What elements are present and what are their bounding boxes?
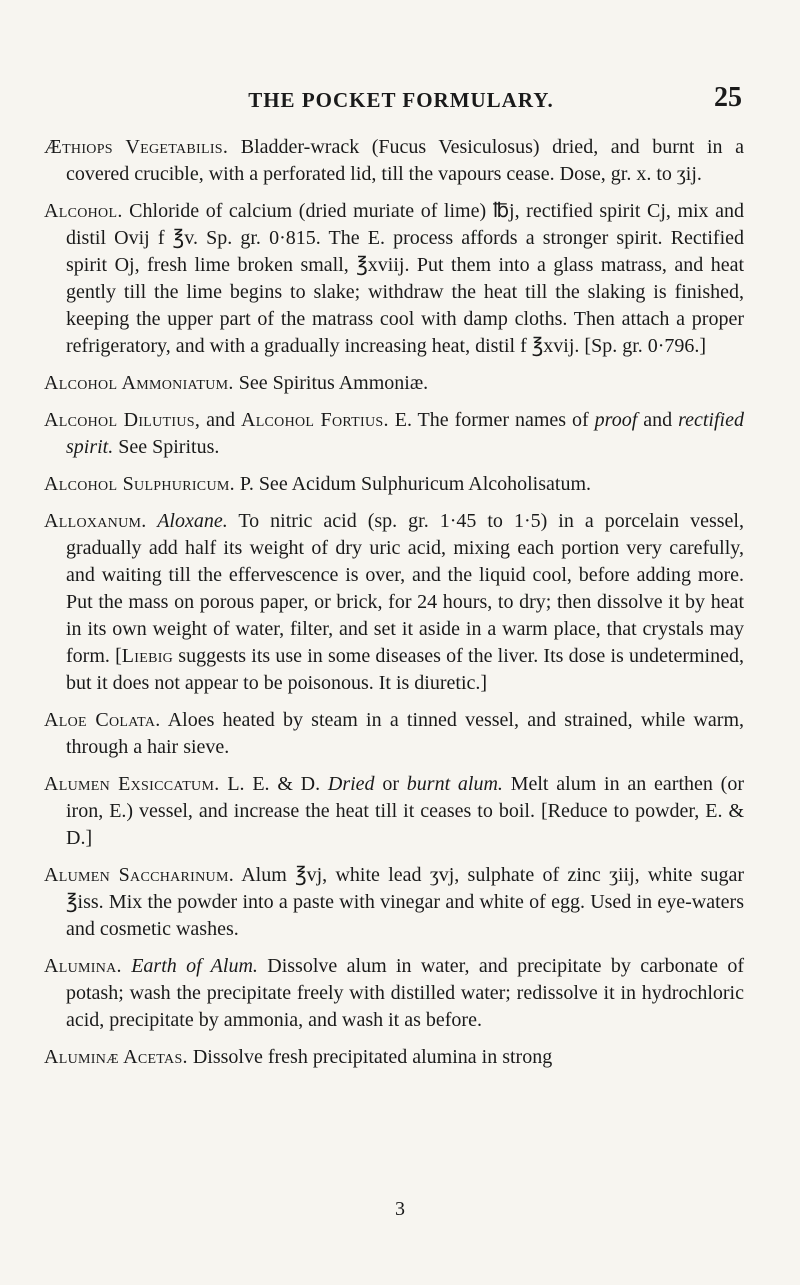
entry-text: Dissolve alum in water, and precipitate by carbonate of potash; wash the precipitate freely with distilled water; redissolve it in hydrochloric acid, precipitate by ammonia, and wash it as before. [66,955,744,1031]
entry-headword: Aluminæ Acetas. [44,1046,188,1068]
entry-headword: Alloxanum. [44,510,147,532]
entry-text: suggests its use in some diseases of the liver. Its dose is undetermined, but it does not appear to be poisonous. It is diuretic.] [66,645,744,694]
entry-headword: Æthiops Vegetabilis. [44,136,229,158]
entry-alcohol-dilutius [44,407,744,461]
entry-aethiops [44,134,744,188]
entry-alumen-saccharinum [44,862,744,943]
entry-text: and [200,409,241,431]
running-title: THE POCKET FORMULARY. [248,88,554,112]
entry-alumina [44,953,744,1034]
entry-text: See Spiritus. [113,436,220,458]
running-header [60,82,742,122]
entry-text: Alum ℥vj, white lead ʒvj, sulphate of zinc ʒiij, white sugar ℥iss. Mix the powder into a paste with vinegar and white of egg. Used in eye-waters and cosmetic washes. [66,864,744,940]
entry-headword: Alumina. [44,955,122,977]
entry-italic: burnt alum. [406,773,503,795]
entry-alcohol-ammoniatum [44,370,744,397]
entry-headword: Alumen Saccharinum. [44,864,235,886]
entry-text: See Spiritus Ammoniæ. [233,372,429,394]
entry-text: L. E. & D. [219,773,328,795]
entry-italic: Aloxane. [146,510,228,532]
entry-text: E. The former names of [388,409,595,431]
entry-text: Melt alum in an earthen (or iron, E.) vessel, and increase the heat till it ceases to boil. [Reduce to powder, E. & D.] [66,773,744,849]
entry-aloe-colata [44,707,744,761]
formulary-text [44,134,744,1071]
entry-text: and [637,409,679,431]
page-number: 25 [714,82,742,113]
entry-smallcaps: Liebig [121,645,174,667]
entry-italic: Earth of Alum. [121,955,258,977]
entry-headword: Alcohol Ammoniatum. [44,372,234,394]
entry-headword: Alumen Exsiccatum. [44,773,220,795]
entry-text: To nitric acid (sp. gr. 1·45 to 1·5) in a porcelain vessel, gradually add half its weight of dry uric acid, mixing each portion very carefully, and waiting till the effervescence is over, and the liquid cool, before adding more. Put the mass on porous paper, or brick, for 24 hours, to dry; then dissolve it by heat in its own weight of water, filter, and set it aside in a warm place, that crystals may form. [ [66,510,744,667]
entry-italic: proof [594,409,638,431]
entry-text: Dissolve fresh precipitated alumina in strong [187,1046,553,1068]
signature-mark: 3 [395,1198,405,1220]
entry-headword: Aloe Colata. [44,709,161,731]
entry-alcohol-sulphuricum [44,471,744,498]
entry-text: or [374,773,407,795]
entry-italic: Dried [327,773,375,795]
entry-text: P. See Acidum Sulphuricum Alcoholisatum. [234,473,592,495]
entry-headword: Alcohol. [44,200,123,222]
entry-alumen-exsiccatum [44,771,744,852]
entry-text: Bladder-wrack (Fucus Vesiculosus) dried, and burnt in a covered crucible, with a perforated lid, till the vapours cease. Dose, gr. x. to ʒij. [66,136,744,185]
entry-alloxanum [44,508,744,697]
entry-headword-secondary: Alcohol Fortius. [240,409,389,431]
entry-alcohol [44,198,744,360]
entry-text: Aloes heated by steam in a tinned vessel, and strained, while warm, through a hair sieve. [66,709,744,758]
entry-italic: rectified spirit. [66,409,744,458]
entry-aluminae-acetas [44,1044,744,1071]
entry-text: Chloride of calcium (dried muriate of lime) ℔j, rectified spirit Cj, mix and distil Ovij f ℥v. Sp. gr. 0·815. The E. process affords a stronger spirit. Rectified spirit Oj, fresh lime broken small, ℥xviij. Put them into a glass matrass, and heat gently till the lime begins to slake; withdraw the heat till the slaking is finished, keeping the upper part of the matrass cool with damp cloths. Then attach a proper refrigeratory, and with a gradually increasing heat, distil f ℥xvij. [Sp. gr. 0·796.] [66,200,744,357]
entry-headword: Alcohol Sulphuricum. [44,473,235,495]
entry-headword: Alcohol Dilutius, [44,409,201,431]
